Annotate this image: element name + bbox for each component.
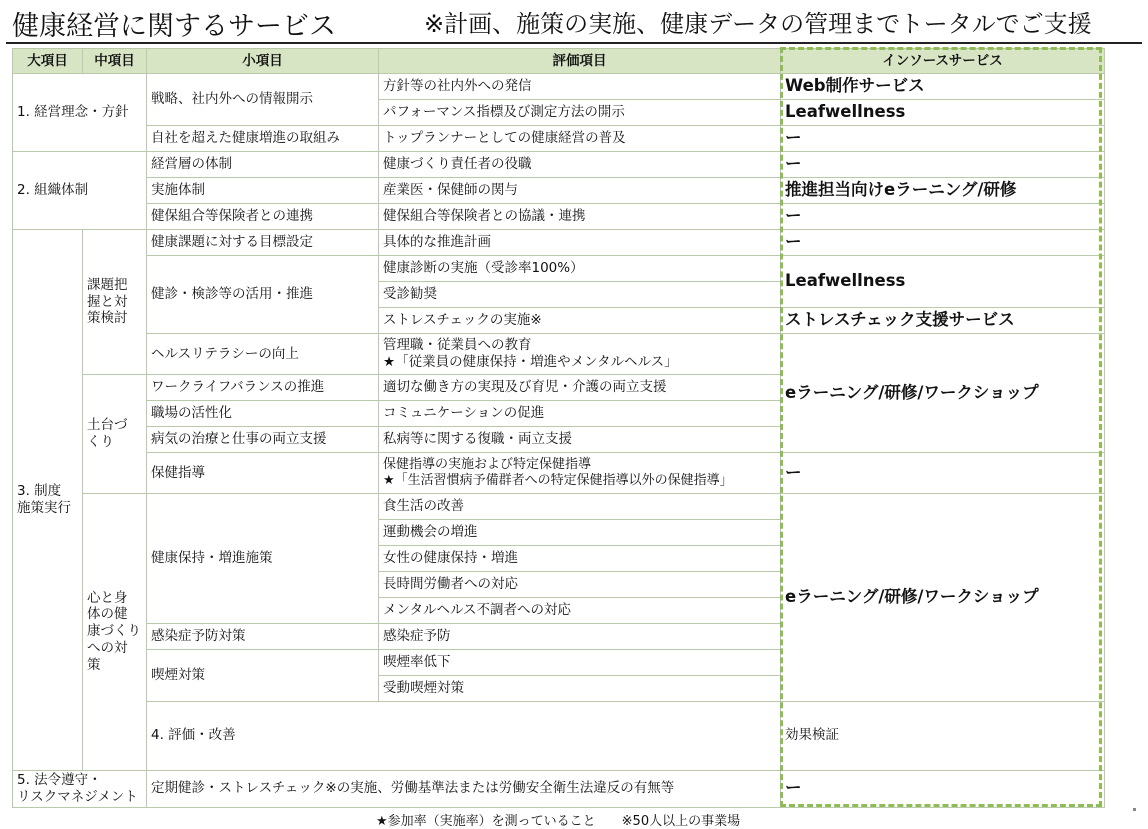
sub-item-cell: 保健指導 xyxy=(147,453,379,494)
table-row xyxy=(13,74,1105,100)
mid-item-cell: 土台づ くり xyxy=(83,375,147,494)
eval-item-cell: 管理職・従業員への教育 ★「従業員の健康保持・増進やメンタルヘルス」 xyxy=(379,334,781,375)
eval-item-cell: 具体的な推進計画 xyxy=(379,230,781,256)
category-cell: 5. 法令遵守・ リスクマネジメント xyxy=(13,770,147,807)
table-row xyxy=(13,494,1105,520)
header-category: 大項目 xyxy=(13,49,83,74)
eval-item-cell: トップランナーとしての健康経営の普及 xyxy=(379,126,781,152)
header-mid: 中項目 xyxy=(83,49,147,74)
table-row xyxy=(13,178,1105,204)
sub-item-cell: 喫煙対策 xyxy=(147,650,379,702)
eval-item-cell: 受動喫煙対策 xyxy=(379,676,781,702)
service-cell: 推進担当向けeラーニング/研修 xyxy=(781,178,1105,204)
eval-item-cell: パフォーマンス指標及び測定方法の開示 xyxy=(379,100,781,126)
sub-item-cell: 経営層の体制 xyxy=(147,152,379,178)
service-cell: ー xyxy=(781,453,1105,494)
page-dot xyxy=(1133,808,1136,811)
service-cell: Leafwellness xyxy=(781,256,1105,308)
sub-item-cell: 職場の活性化 xyxy=(147,401,379,427)
eval-item-cell: 健康診断の実施（受診率100%） xyxy=(379,256,781,282)
page-subtitle: ※計画、施策の実施、健康データの管理までトータルでご支援 xyxy=(424,10,1092,38)
service-cell: eラーニング/研修/ワークショップ xyxy=(781,334,1105,453)
table-row xyxy=(13,702,1105,771)
category-cell: 2. 組織体制 xyxy=(13,152,147,230)
table-row xyxy=(13,204,1105,230)
sub-item-cell: 感染症予防対策 xyxy=(147,624,379,650)
category-cell: 3. 制度 施策実行 xyxy=(13,230,83,771)
eval-item-cell: 感染症予防 xyxy=(379,624,781,650)
service-cell: ー xyxy=(781,152,1105,178)
table-row xyxy=(13,152,1105,178)
sub-item-cell: 健康課題に対する目標設定 xyxy=(147,230,379,256)
title-divider xyxy=(6,42,1142,44)
sub-item-cell: 戦略、社内外への情報開示 xyxy=(147,74,379,126)
header-eval: 評価項目 xyxy=(379,49,781,74)
sub-item-cell: ワークライフバランスの推進 xyxy=(147,375,379,401)
mid-item-cell: 心と身 体の健 康づくり への対 策 xyxy=(83,494,147,771)
service-cell: eラーニング/研修/ワークショップ xyxy=(781,494,1105,702)
sub-item-cell: 健康保持・増進施策 xyxy=(147,494,379,624)
eval-item-cell: 長時間労働者への対応 xyxy=(379,572,781,598)
mid-item-cell: 課題把 握と対 策検討 xyxy=(83,230,147,375)
eval-item-cell: 食生活の改善 xyxy=(379,494,781,520)
table-row xyxy=(13,256,1105,282)
service-cell: ー xyxy=(781,230,1105,256)
category-cell: 4. 評価・改善 xyxy=(147,702,781,771)
eval-item-cell: 私病等に関する復職・両立支援 xyxy=(379,427,781,453)
sub-item-cell: 定期健診・ストレスチェック※の実施、労働基準法または労働安全衛生法違反の有無等 xyxy=(147,770,781,807)
table-row xyxy=(13,126,1105,152)
sub-item-cell: 自社を超えた健康増進の取組み xyxy=(147,126,379,152)
service-cell: ー xyxy=(781,204,1105,230)
eval-item-cell: コミュニケーションの促進 xyxy=(379,401,781,427)
table-row xyxy=(13,453,1105,494)
table-row xyxy=(13,770,1105,807)
table-row xyxy=(13,230,1105,256)
service-cell: ー xyxy=(781,126,1105,152)
header-sub: 小項目 xyxy=(147,49,379,74)
title-bar xyxy=(0,0,1148,46)
eval-item-cell: 方針等の社内外への発信 xyxy=(379,74,781,100)
service-cell: ー xyxy=(781,770,1105,807)
eval-item-cell: 健康づくり責任者の役職 xyxy=(379,152,781,178)
sub-item-cell: 健診・検診等の活用・推進 xyxy=(147,256,379,334)
service-cell: ストレスチェック支援サービス xyxy=(781,308,1105,334)
sub-item-cell: 病気の治療と仕事の両立支援 xyxy=(147,427,379,453)
page-title: 健康経営に関するサービス xyxy=(12,11,336,42)
sub-item-cell: 効果検証 xyxy=(781,702,1105,771)
eval-item-cell: 運動機会の増進 xyxy=(379,520,781,546)
eval-item-cell: 健保組合等保険者との協議・連携 xyxy=(379,204,781,230)
sub-item-cell: ヘルスリテラシーの向上 xyxy=(147,334,379,375)
footnote: ★参加率（実施率）を測っていること ※50人以上の事業場 xyxy=(376,814,741,829)
eval-item-cell: メンタルヘルス不調者への対応 xyxy=(379,598,781,624)
table-row xyxy=(13,334,1105,375)
eval-item-cell: 保健指導の実施および特定保健指導 ★「生活習慣病予備群者への特定保健指導以外の保健指導」 xyxy=(379,453,781,494)
services-table xyxy=(12,48,1105,808)
service-cell: Leafwellness xyxy=(781,100,1105,126)
eval-item-cell: 産業医・保健師の関与 xyxy=(379,178,781,204)
eval-item-cell: 適切な働き方の実現及び育児・介護の両立支援 xyxy=(379,375,781,401)
eval-item-cell: 喫煙率低下 xyxy=(379,650,781,676)
eval-item-cell: 女性の健康保持・増進 xyxy=(379,546,781,572)
category-cell: 1. 経営理念・方針 xyxy=(13,74,147,152)
sub-item-cell: 健保組合等保険者との連携 xyxy=(147,204,379,230)
service-cell: Web制作サービス xyxy=(781,74,1105,100)
eval-item-cell: 受診勧奨 xyxy=(379,282,781,308)
sub-item-cell: 実施体制 xyxy=(147,178,379,204)
header-row xyxy=(13,49,1105,74)
eval-item-cell: ストレスチェックの実施※ xyxy=(379,308,781,334)
header-service: インソースサービス xyxy=(781,49,1105,74)
